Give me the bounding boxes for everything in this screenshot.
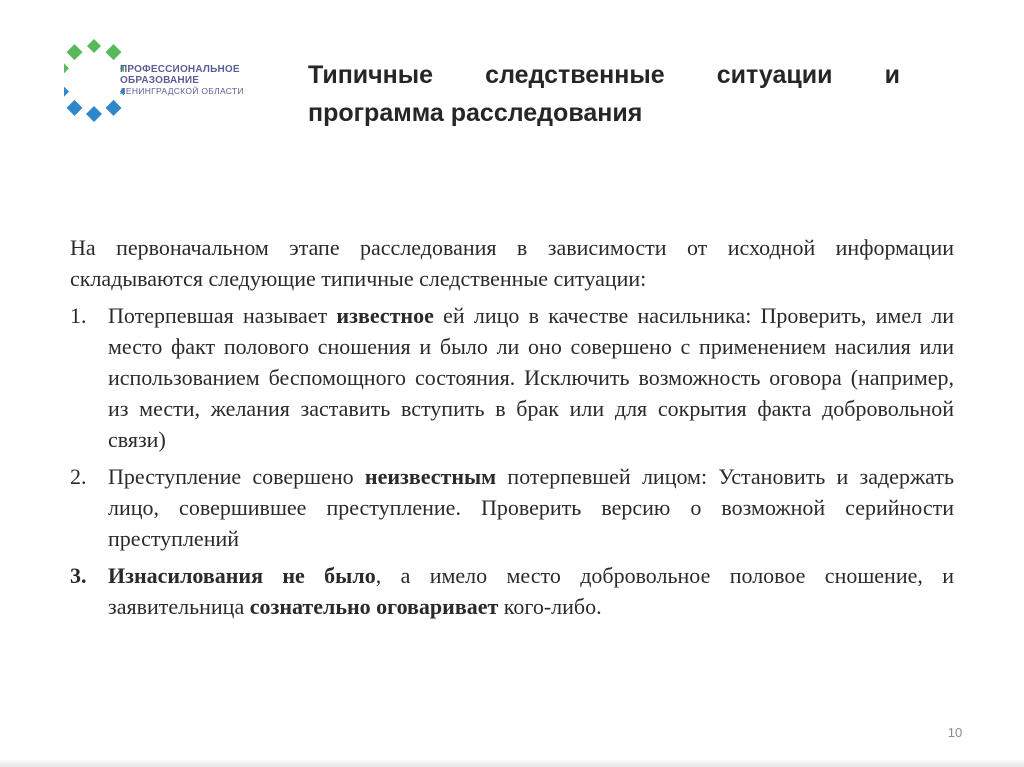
list-item-1: [70, 300, 954, 455]
logo-rhombus-9: [106, 100, 122, 116]
slide-title-line-2: программа расследования: [308, 99, 643, 127]
page-number: 10: [947, 725, 963, 740]
list-item-text-part: кого-либо.: [498, 594, 602, 619]
slide-content: [70, 232, 954, 628]
emphasis-unknown: неизвестным: [364, 464, 497, 489]
list-item-text: [108, 461, 954, 554]
logo-text: [120, 64, 244, 97]
list-item-text: [108, 300, 954, 455]
logo-rhombus-6: [64, 85, 69, 99]
hexagonal-ring-logo-icon: [64, 32, 124, 128]
logo-rhombus-3: [66, 44, 82, 60]
logo-line-1: ПРОФЕССИОНАЛЬНОЕ: [120, 64, 240, 75]
list-item-text-part: ей лицо в качестве насильника: Проверить, имел ли место факт полового сношения и было ли оно совершено с применением насилия или использованием беспомощного состояния. Исключить возможность оговора (например, из мести, желания заставить вступить в брак или для сокрытия факта добровольной связи): [108, 303, 954, 452]
bottom-shade: [0, 759, 1024, 767]
list-item-text-part: , а имело место добровольное половое сношение, и заявительница: [108, 563, 954, 619]
logo-line-3: ЛЕНИНГРАДСКОЙ ОБЛАСТИ: [120, 86, 244, 96]
logo-rhombus-1: [87, 39, 101, 53]
list-item-text: [108, 560, 954, 622]
slide-title-line-1: Типичные следственные ситуации и: [308, 61, 900, 89]
logo-rhombus-7: [66, 100, 82, 116]
logo-line-2: ОБРАЗОВАНИЕ: [120, 75, 200, 86]
list-item-number: 2.: [70, 464, 87, 489]
intro-paragraph: На первоначальном этапе расследования в зависимости от исходной информации складываются следующие типичные следственные ситуации:: [70, 235, 954, 291]
slide-title: [308, 56, 900, 132]
list-item-2: [70, 461, 954, 554]
list-item-text-part: Потерпевшая называет: [108, 303, 337, 328]
list-item-3: [70, 560, 954, 622]
list-item-text-part: потерпевшей лицом: Установить и задержать лицо, совершившее преступление. Проверить версию о возможной серийности преступлений: [108, 464, 954, 551]
emphasis-no-rape: Изнасилования не было: [108, 563, 376, 588]
list-item-text-part: Преступление совершено: [108, 464, 365, 489]
list-item-number: 3.: [70, 563, 87, 588]
list-item-number: 1.: [70, 303, 87, 328]
emphasis-known: известное: [336, 303, 434, 328]
logo-rhombus-5: [64, 61, 69, 75]
logo-rhombus-8: [86, 106, 102, 122]
logo-rhombus-2: [106, 44, 122, 60]
logo: [64, 32, 264, 128]
emphasis-false-accusation: сознательно оговаривает: [249, 594, 499, 619]
